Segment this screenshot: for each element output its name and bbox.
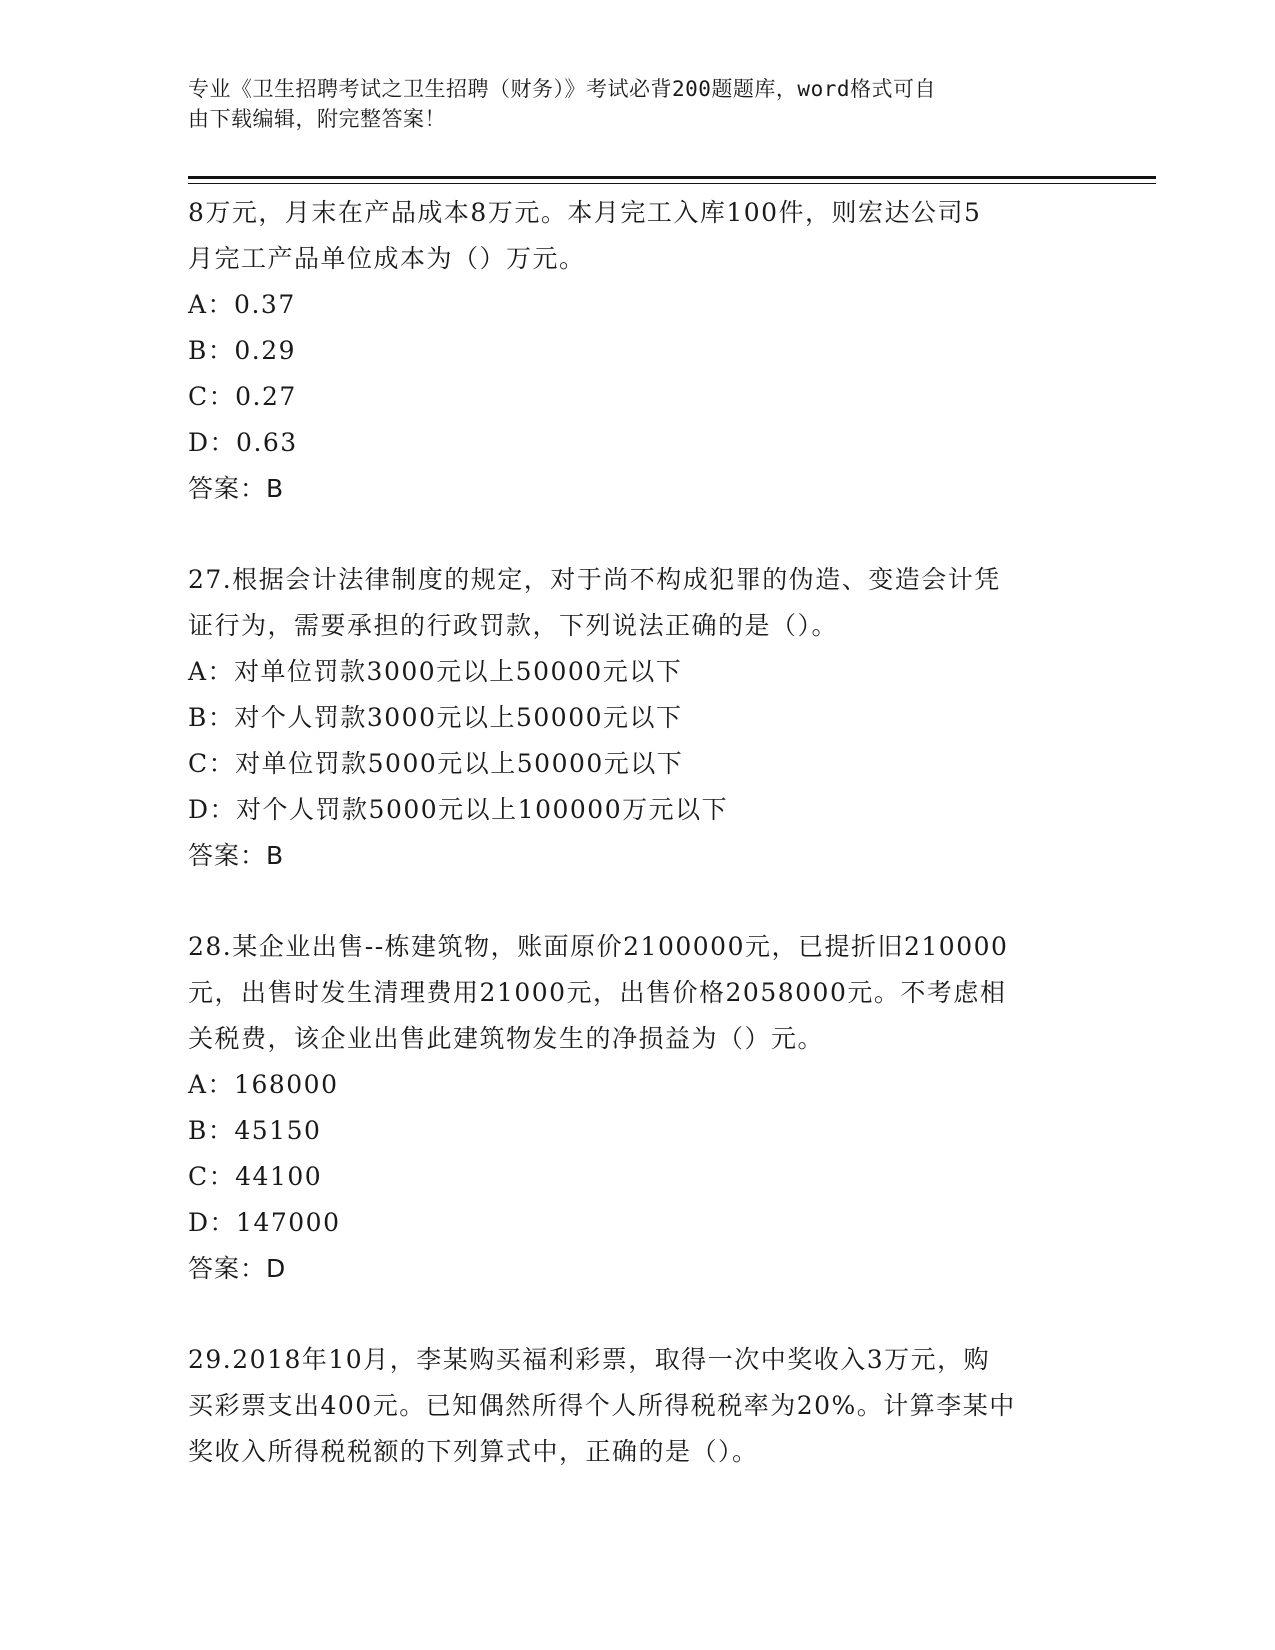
option-d: D：0.63 bbox=[188, 428, 298, 457]
option-a: A：168000 bbox=[188, 1070, 339, 1099]
question-list bbox=[188, 190, 1088, 1475]
option-c: C：对单位罚款5000元以上50000元以下 bbox=[188, 749, 684, 778]
header-line-1: 专业《卫生招聘考试之卫生招聘（财务）》考试必背200题题库，word格式可自 bbox=[188, 77, 936, 101]
header-rule-thin bbox=[188, 183, 1156, 184]
option-d: D：对个人罚款5000元以上100000万元以下 bbox=[188, 795, 729, 824]
question-stem-line: 8万元，月末在产品成本8万元。本月完工入库100件，则宏达公司5 bbox=[188, 198, 982, 227]
question-stem-line: 28.某企业出售--栋建筑物，账面原价2100000元，已提折旧210000 bbox=[188, 932, 1009, 961]
document-header bbox=[188, 74, 1068, 134]
question-spacer bbox=[188, 1292, 1088, 1337]
question-28 bbox=[188, 924, 1088, 1292]
question-29 bbox=[188, 1337, 1088, 1475]
question-spacer bbox=[188, 512, 1088, 557]
option-c: C：0.27 bbox=[188, 382, 297, 411]
header-rule-thick bbox=[188, 176, 1156, 179]
option-a: A：对单位罚款3000元以上50000元以下 bbox=[188, 657, 683, 686]
question-stem-line: 月完工产品单位成本为（）万元。 bbox=[188, 244, 586, 273]
question-stem-line: 关税费，该企业出售此建筑物发生的净损益为（）元。 bbox=[188, 1024, 825, 1053]
question-27 bbox=[188, 557, 1088, 879]
option-c: C：44100 bbox=[188, 1162, 323, 1191]
option-a: A：0.37 bbox=[188, 290, 296, 319]
answer: 答案：B bbox=[188, 474, 285, 503]
question-stem-line: 买彩票支出400元。已知偶然所得个人所得税税率为20%。计算李某中 bbox=[188, 1391, 1016, 1420]
option-b: B：45150 bbox=[188, 1116, 322, 1145]
option-b: B：0.29 bbox=[188, 336, 297, 365]
question-stem-line: 27.根据会计法律制度的规定，对于尚不构成犯罪的伪造、变造会计凭 bbox=[188, 565, 1001, 594]
question-spacer bbox=[188, 879, 1088, 924]
question-26 bbox=[188, 190, 1088, 512]
answer: 答案：B bbox=[188, 841, 285, 870]
question-stem-line: 29.2018年10月，李某购买福利彩票，取得一次中奖收入3万元，购 bbox=[188, 1345, 991, 1374]
option-b: B：对个人罚款3000元以上50000元以下 bbox=[188, 703, 683, 732]
answer: 答案：D bbox=[188, 1254, 287, 1283]
question-stem-line: 元，出售时发生清理费用21000元，出售价格2058000元。不考虑相 bbox=[188, 978, 1007, 1007]
header-line-2: 由下载编辑，附完整答案！ bbox=[188, 107, 446, 131]
question-stem-line: 奖收入所得税税额的下列算式中，正确的是（）。 bbox=[188, 1437, 759, 1466]
question-stem-line: 证行为，需要承担的行政罚款，下列说法正确的是（）。 bbox=[188, 611, 839, 640]
option-d: D：147000 bbox=[188, 1208, 341, 1237]
